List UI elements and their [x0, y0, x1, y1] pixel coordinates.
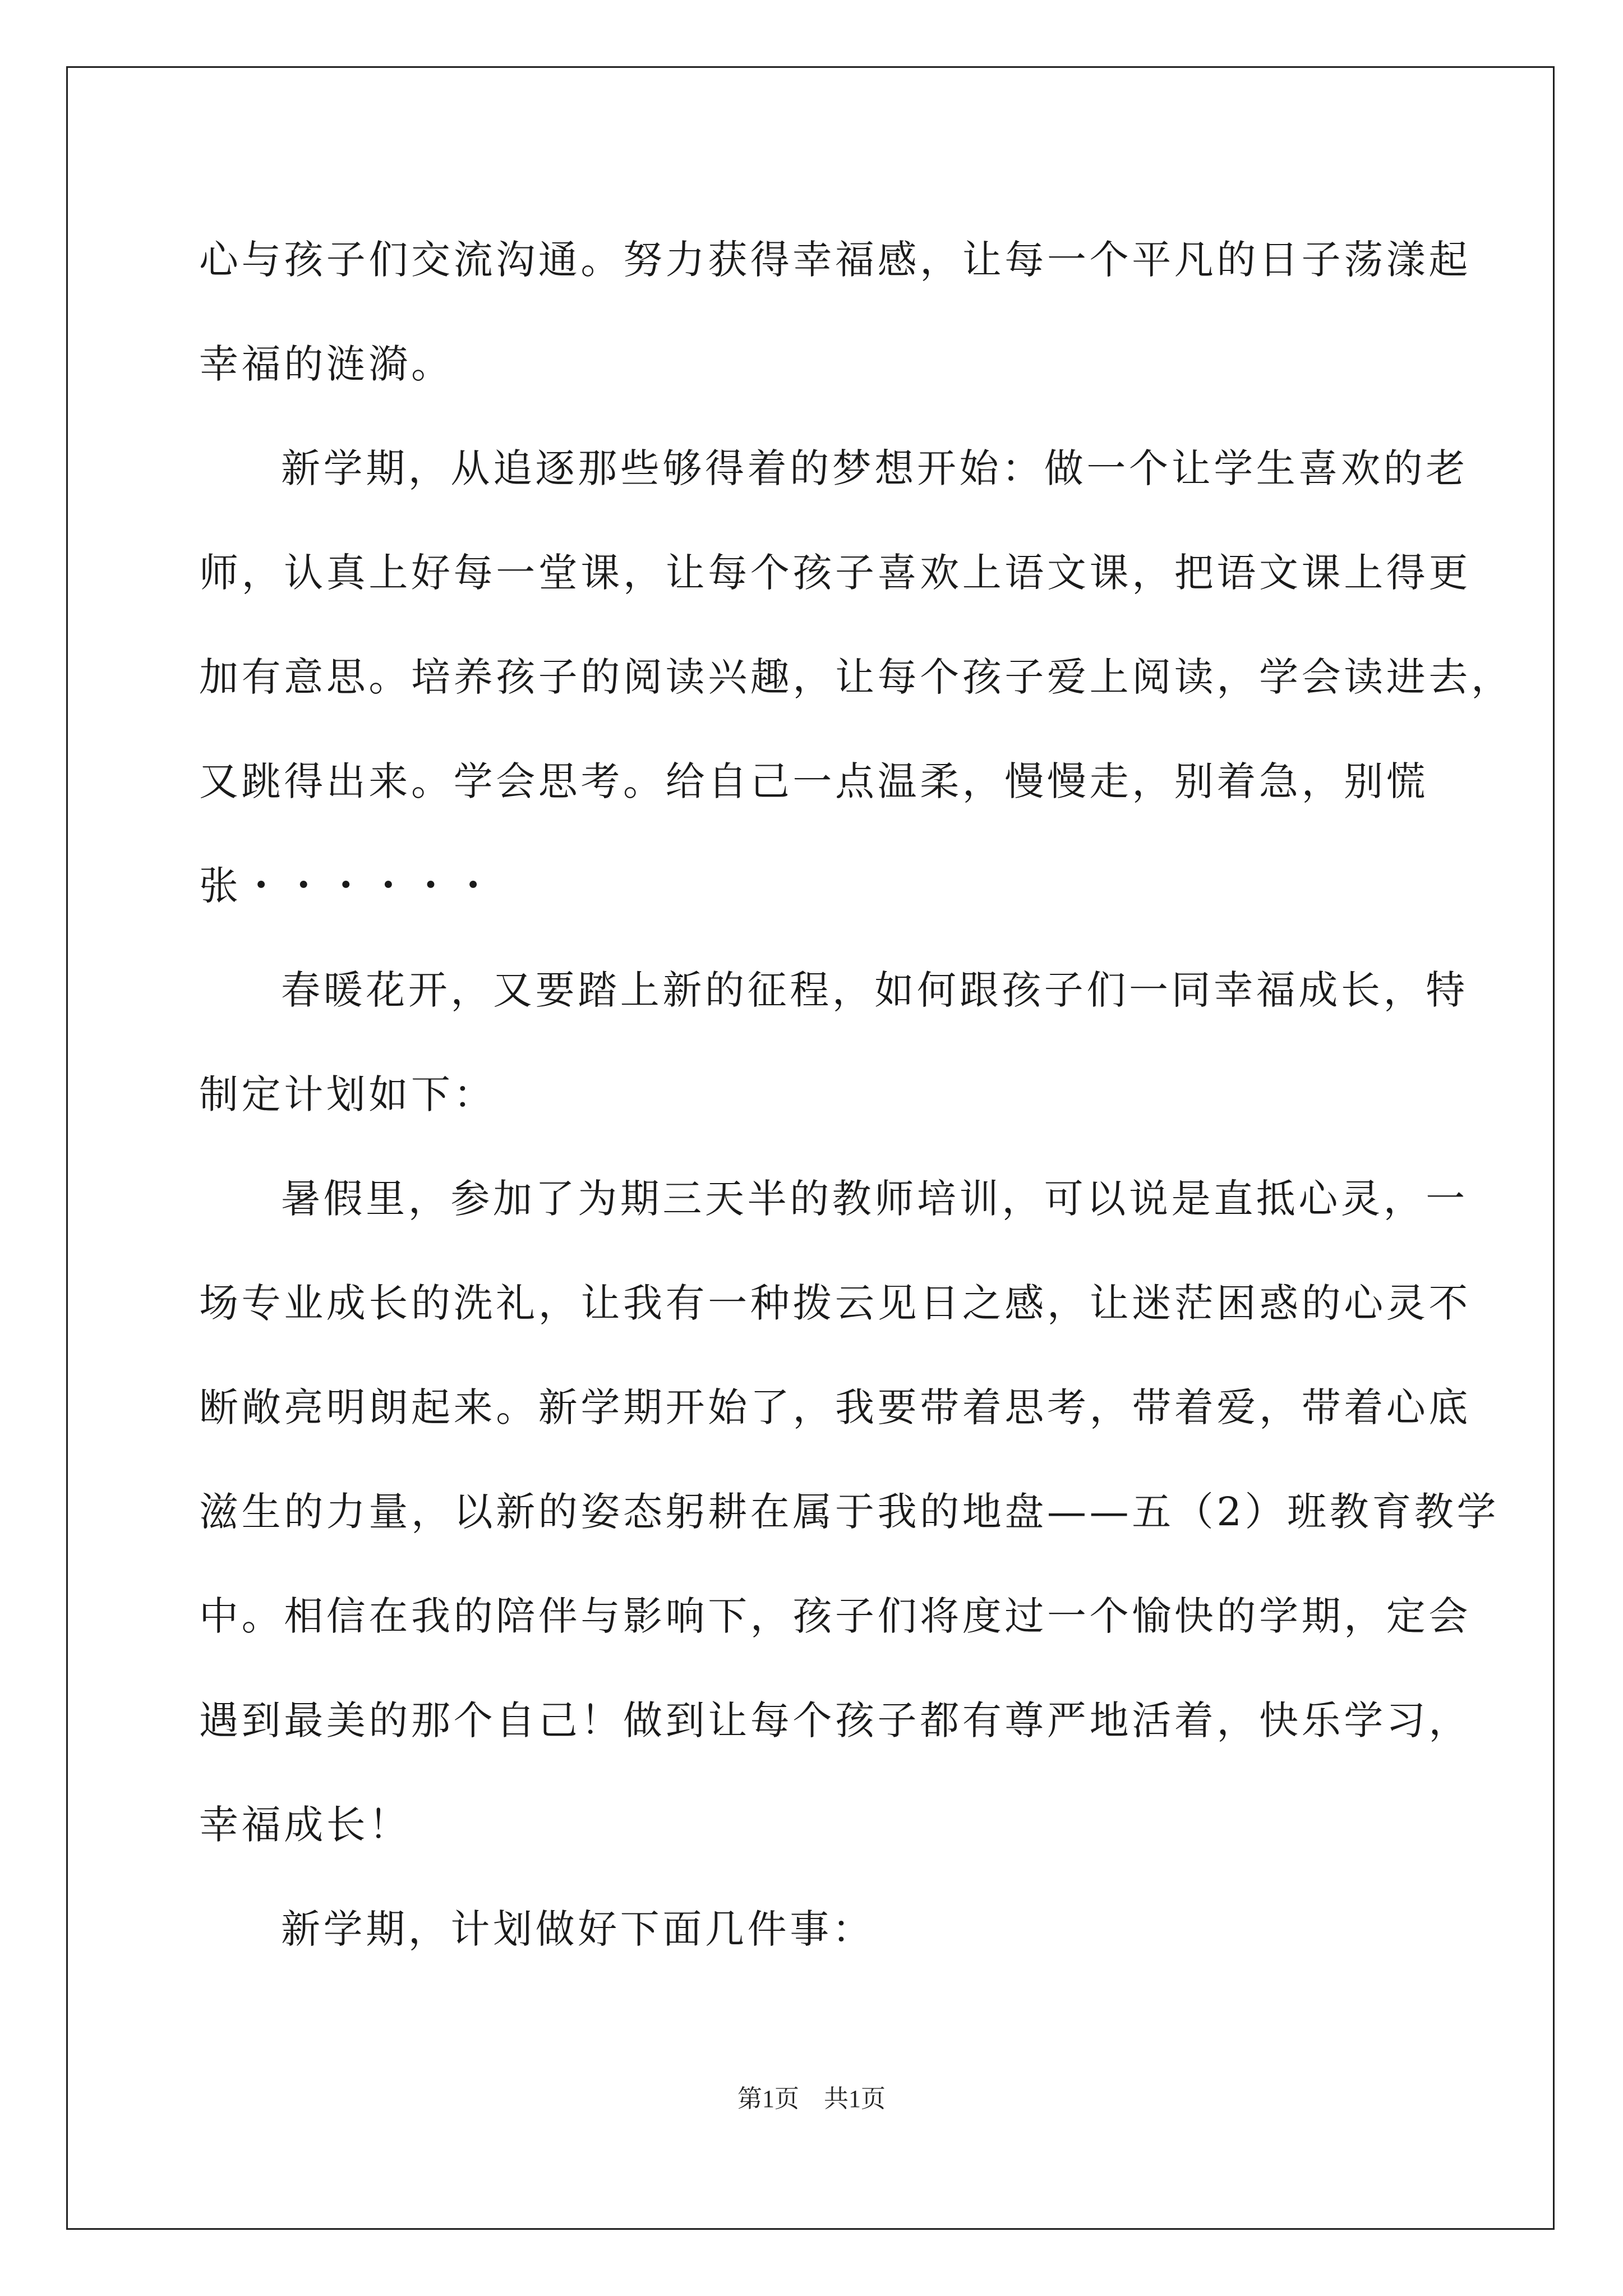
text-line: 中。相信在我的陪伴与影响下，孩子们将度过一个愉快的学期，定会 [199, 1593, 1471, 1639]
text-line: 遇到最美的那个自己！做到让每个孩子都有尊严地活着，快乐学习， [199, 1697, 1471, 1743]
text-line: 制定计划如下： [199, 1071, 496, 1117]
text-line: 幸福成长！ [199, 1802, 411, 1848]
text-line: 春暖花开，又要踏上新的征程，如何跟孩子们一同幸福成长，特 [281, 967, 1468, 1013]
document-body [199, 208, 1514, 1981]
text-line: 师，认真上好每一堂课，让每个孩子喜欢上语文课，把语文课上得更 [199, 550, 1471, 596]
text-line: 张・・・・・・ [199, 863, 496, 909]
text-line: 加有意思。培养孩子的阅读兴趣，让每个孩子爱上阅读，学会读进去， [199, 654, 1514, 700]
text-line: 新学期，从追逐那些够得着的梦想开始：做一个让学生喜欢的老 [281, 445, 1468, 491]
text-line: 新学期，计划做好下面几件事： [281, 1906, 875, 1952]
text-line: 幸福的涟漪。 [199, 341, 454, 387]
text-line: 又跳得出来。学会思考。给自己一点温柔，慢慢走，别着急，别慌 [199, 758, 1429, 804]
text-line: 滋生的力量，以新的姿态躬耕在属于我的地盘——五（2）班教育教学 [199, 1489, 1500, 1535]
page-number-footer: 第1页 共1页 [737, 2085, 886, 2113]
text-line: 场专业成长的洗礼，让我有一种拨云见日之感，让迷茫困惑的心灵不 [199, 1280, 1471, 1326]
text-line: 暑假里，参加了为期三天半的教师培训，可以说是直抵心灵，一 [281, 1176, 1468, 1222]
text-line: 心与孩子们交流沟通。努力获得幸福感，让每一个平凡的日子荡漾起 [199, 237, 1471, 283]
text-line: 断敞亮明朗起来。新学期开始了，我要带着思考，带着爱，带着心底 [199, 1384, 1471, 1430]
